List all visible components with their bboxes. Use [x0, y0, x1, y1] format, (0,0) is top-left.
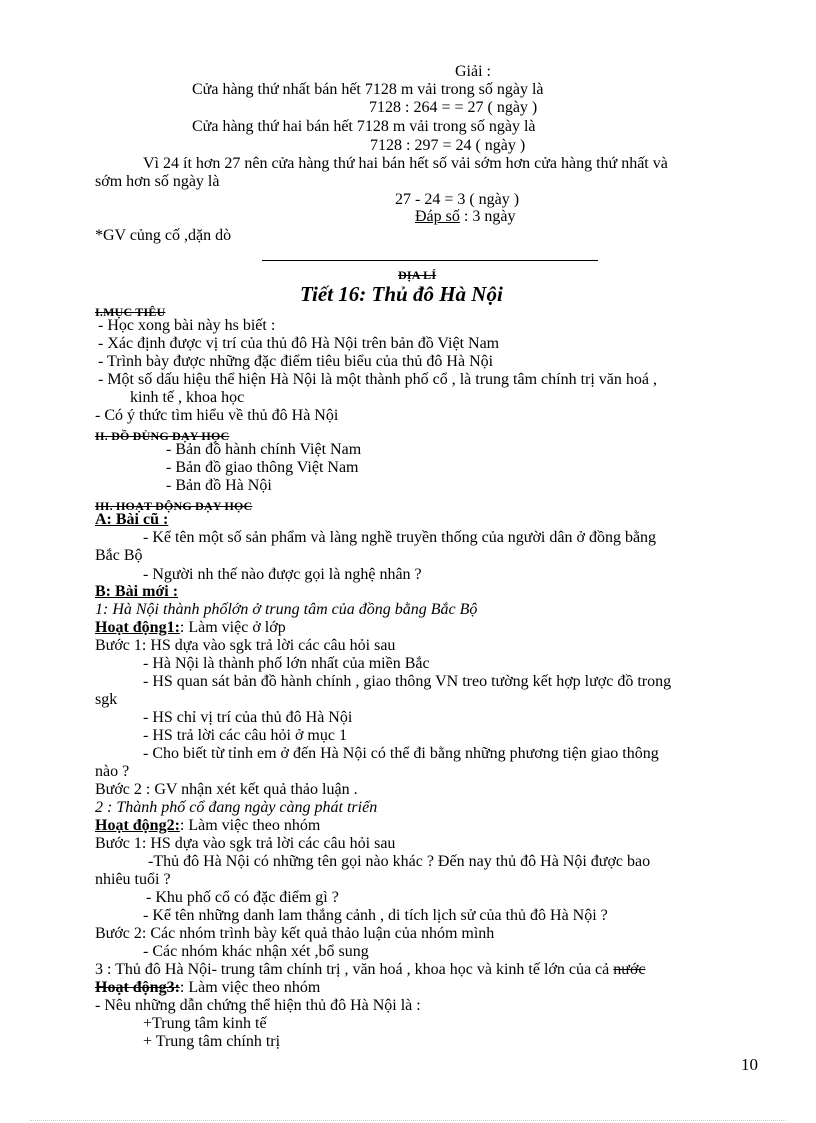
activity-line: -Thủ đô Hà Nội có những tên gọi nào khác ? Đến nay thủ đô Hà Nội được bao	[148, 853, 651, 870]
activity-line: Bước 2 : GV nhận xét kết quả thảo luận .	[95, 781, 358, 798]
activity-line: - Các nhóm khác nhận xét ,bổ sung	[143, 943, 369, 960]
activity-text: : Làm việc theo nhóm	[179, 979, 321, 996]
closing-note: *GV củng cố ,dặn dò	[95, 227, 232, 244]
objective-item: - Một số dấu hiệu thể hiện Hà Nội là một thành phố cổ , là trung tâm chính trị văn hoá ,	[98, 371, 657, 388]
material-item: - Bản đồ hành chính Việt Nam	[166, 441, 362, 458]
activity-line: sgk	[95, 691, 118, 708]
activity-line: Bước 1: HS dựa vào sgk trả lời các câu hỏi sau	[95, 637, 396, 654]
page-number: 10	[741, 1055, 758, 1074]
activity-line: - HS chỉ vị trí của thủ đô Hà Nội	[143, 709, 353, 726]
answer-value: : 3 ngày	[459, 208, 516, 225]
calculation: 7128 : 297 = 24 ( ngày )	[370, 137, 526, 154]
solution-line: sớm hơn số ngày là	[95, 173, 220, 190]
activity-line: - Cho biết từ tỉnh em ở đến Hà Nội có thể đi bằng những phương tiện giao thông	[143, 745, 659, 762]
old-lesson-line: - Người nh thế nào được gọi là nghệ nhân ?	[143, 566, 422, 583]
activity-heading	[95, 619, 286, 637]
new-lesson-heading: B: Bài mới :	[95, 583, 179, 600]
activity-line: nào ?	[95, 763, 130, 780]
activity-label: Hoạt động2:	[95, 817, 180, 834]
objective-item: - Có ý thức tìm hiểu về thủ đô Hà Nội	[95, 407, 339, 424]
material-item: - Bản đồ Hà Nội	[166, 477, 272, 494]
activities-heading: III. HOẠT ĐỘNG DẠY HỌC	[95, 499, 253, 513]
activity-line: nhiêu tuổi ?	[95, 871, 171, 888]
section-heading	[95, 961, 646, 979]
activity-line: - Hà Nội là thành phố lớn nhất của miền Bắc	[143, 655, 430, 672]
answer	[415, 208, 515, 226]
materials-heading: II. ĐỒ DÙNG DẠY HỌC	[95, 429, 230, 443]
activity-heading	[95, 817, 320, 835]
activity-line: - HS trả lời các câu hỏi ở mục 1	[143, 727, 347, 744]
section-heading: 2 : Thành phố cổ đang ngày càng phát triển	[95, 799, 378, 816]
solution-line: Vì 24 ít hơn 27 nên cửa hàng thứ hai bán hết số vải sớm hơn cửa hàng thứ nhất và	[143, 155, 668, 172]
activity-label: Hoạt động1:	[95, 619, 180, 636]
activity-line: - Khu phố cổ có đặc điểm gì ?	[146, 889, 339, 906]
page-edge	[30, 1120, 786, 1121]
lesson-title: Tiết 16: Thủ đô Hà Nội	[300, 282, 503, 306]
old-lesson-heading: A: Bài cũ :	[95, 511, 169, 528]
section-heading: 1: Hà Nội thành phốlớn ở trung tâm của đồng bằng Bắc Bộ	[95, 601, 478, 618]
objectives-heading: I.MỤC TIÊU	[95, 305, 166, 319]
activity-line: Bước 1: HS dựa vào sgk trả lời các câu hỏi sau	[95, 835, 396, 852]
activity-text: : Làm việc theo nhóm	[179, 817, 321, 834]
activity-text: : Làm việc ở lớp	[179, 619, 286, 636]
section-divider	[262, 260, 598, 261]
objective-item: - Xác định được vị trí của thủ đô Hà Nội trên bản đồ Việt Nam	[98, 335, 500, 352]
old-lesson-line: - Kể tên một số sản phẩm và làng nghề truyền thống của người dân ở đồng bằng	[143, 529, 657, 546]
objective-item: - Học xong bài này hs biết :	[98, 317, 276, 334]
objective-item: - Trình bày được những đặc điểm tiêu biểu của thủ đô Hà Nội	[98, 353, 494, 370]
section-text: 3 : Thủ đô Hà Nội- trung tâm chính trị , văn hoá , khoa học và kinh tế lớn của cả	[95, 961, 614, 978]
activity-line: + Trung tâm chính trị	[143, 1033, 281, 1050]
subject-heading: ĐỊA LÍ	[398, 268, 437, 282]
answer-label: Đáp số	[415, 208, 460, 225]
old-lesson-line: Bắc Bộ	[95, 547, 143, 564]
activity-line: - Kể tên những danh lam thắng cảnh , di tích lịch sử của thủ đô Hà Nội ?	[143, 907, 608, 924]
solution-label: Giải :	[455, 63, 491, 80]
activity-line: - Nêu những dẫn chứng thể hiện thủ đô Hà Nội là :	[95, 997, 421, 1014]
solution-line: Cửa hàng thứ nhất bán hết 7128 m vải trong số ngày là	[192, 81, 544, 98]
objective-item: kinh tế , khoa học	[130, 389, 245, 406]
section-text-end: nước	[613, 961, 646, 978]
activity-line: Bước 2: Các nhóm trình bày kết quả thảo luận của nhóm mình	[95, 925, 495, 942]
activity-line: +Trung tâm kinh tế	[143, 1015, 267, 1032]
material-item: - Bản đồ giao thông Việt Nam	[166, 459, 359, 476]
activity-heading	[95, 979, 320, 997]
calculation: 27 - 24 = 3 ( ngày )	[395, 191, 520, 208]
activity-label: Hoạt động3:	[95, 979, 180, 996]
solution-line: Cửa hàng thứ hai bán hết 7128 m vải trong số ngày là	[192, 118, 536, 135]
calculation: 7128 : 264 = = 27 ( ngày )	[369, 99, 538, 116]
activity-line: - HS quan sát bản đồ hành chính , giao thông VN treo tường kết hợp lược đồ trong	[143, 673, 672, 690]
